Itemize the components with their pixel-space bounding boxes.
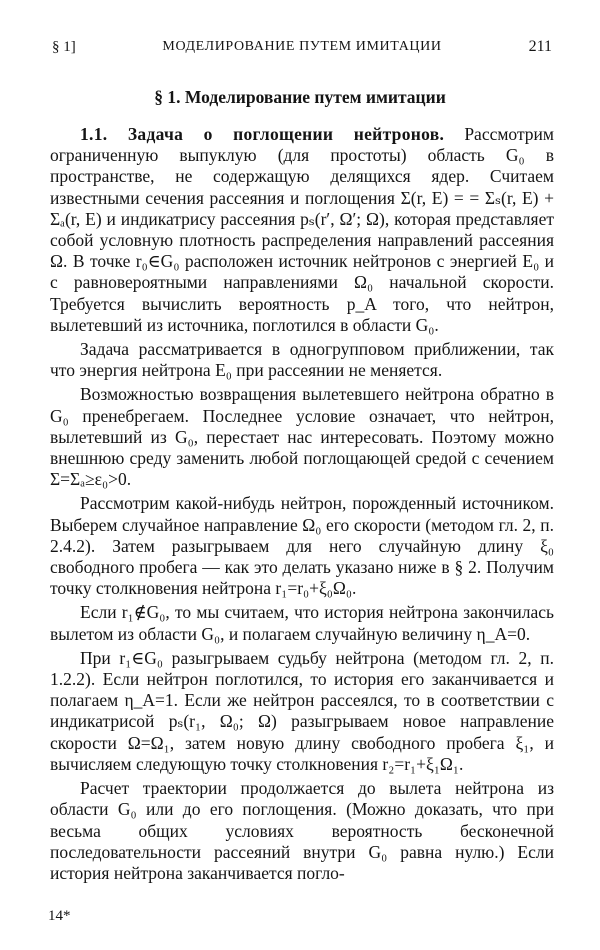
paragraph-4: Рассмотрим какой-нибудь нейтрон, порожденный источником. Выберем случайное направление Ω₀ его скорости (методом гл. 2, п. 2.4.2). Затем разыгрываем для него случайную длину ξ₀ свободного пробега — как это делать указано ниже в § 2. Получим точку столкновения нейтрона r₁=r₀+ξ₀Ω₀. bbox=[50, 493, 554, 599]
subsection-heading: 1.1. Задача о поглощении нейтронов. bbox=[80, 124, 445, 144]
paragraph-7: Расчет траектории продолжается до вылета нейтрона из области G₀ или до его поглощения. (Можно доказать, что при весьма общих условиях вероятность бесконечной последовательности рассеяний внутри G₀ равна нулю.) Если история нейтрона заканчивается погло- bbox=[50, 778, 554, 883]
paragraph-3: Возможностью возвращения вылетевшего нейтрона обратно в G₀ пренебрегаем. Последнее условие означает, что нейтрон, вылетевший из G₀, перестает нас интересовать. Поэтому можно внешнюю среду заменить любой поглощающей средой с сечением Σ=Σₐ≥ε₀>0. bbox=[50, 384, 554, 490]
paragraph-5: Если r₁∉G₀, то мы считаем, что история нейтрона закончилась вылетом из области G₀, и полагаем случайную величину η_A=0. bbox=[50, 602, 554, 644]
section-title: § 1. Моделирование путем имитации bbox=[154, 87, 446, 107]
paragraph-6: При r₁∈G₀ разыгрываем судьбу нейтрона (методом гл. 2, п. 1.2.2). Если нейтрон поглотился, то история его заканчивается и полагаем η_A=1. Если же нейтрон рассеялся, то в соответствии с индикатрисой pₛ(r₁, Ω₀; Ω) разыгрываем новое направление скорости Ω=Ω₁, затем новую длину свободного пробега ξ₁, и вычисляем следующую точку столкновения r₂=r₁+ξ₁Ω₁. bbox=[50, 647, 554, 774]
paragraph-1 bbox=[50, 124, 554, 336]
header-section-ref: § 1] bbox=[52, 39, 76, 55]
paragraph-2: Задача рассматривается в одногрупповом приближении, так что энергия нейтрона E₀ при рассеянии не меняется. bbox=[50, 339, 554, 381]
printer-signature: 14* bbox=[48, 908, 71, 924]
header-title: МОДЕЛИРОВАНИЕ ПУТЕМ ИМИТАЦИИ bbox=[162, 39, 442, 54]
body-text bbox=[50, 124, 554, 884]
running-header bbox=[52, 36, 552, 58]
paragraph-1-text: Рассмотрим ограниченную выпуклую (для простоты) область G₀ в пространстве, не содержащую делящихся ядер. Считаем известными сечения рассеяния и поглощения Σ(r, E) = = Σₛ(r, E) + Σₐ(r, E) и индикатрису рассеяния pₛ(r′, Ω′; Ω), которая представляет собой условную плотность распределения направлений рассеяния Ω. В точке r₀∈G₀ расположен источник нейтронов с энергией E₀ и с равновероятными направлениями Ω₀ начальной скорости. Требуется вычислить вероятность p_A того, что нейтрон, вылетевший из источника, поглотился в области G₀. bbox=[50, 124, 554, 335]
page-number: 211 bbox=[528, 38, 552, 55]
